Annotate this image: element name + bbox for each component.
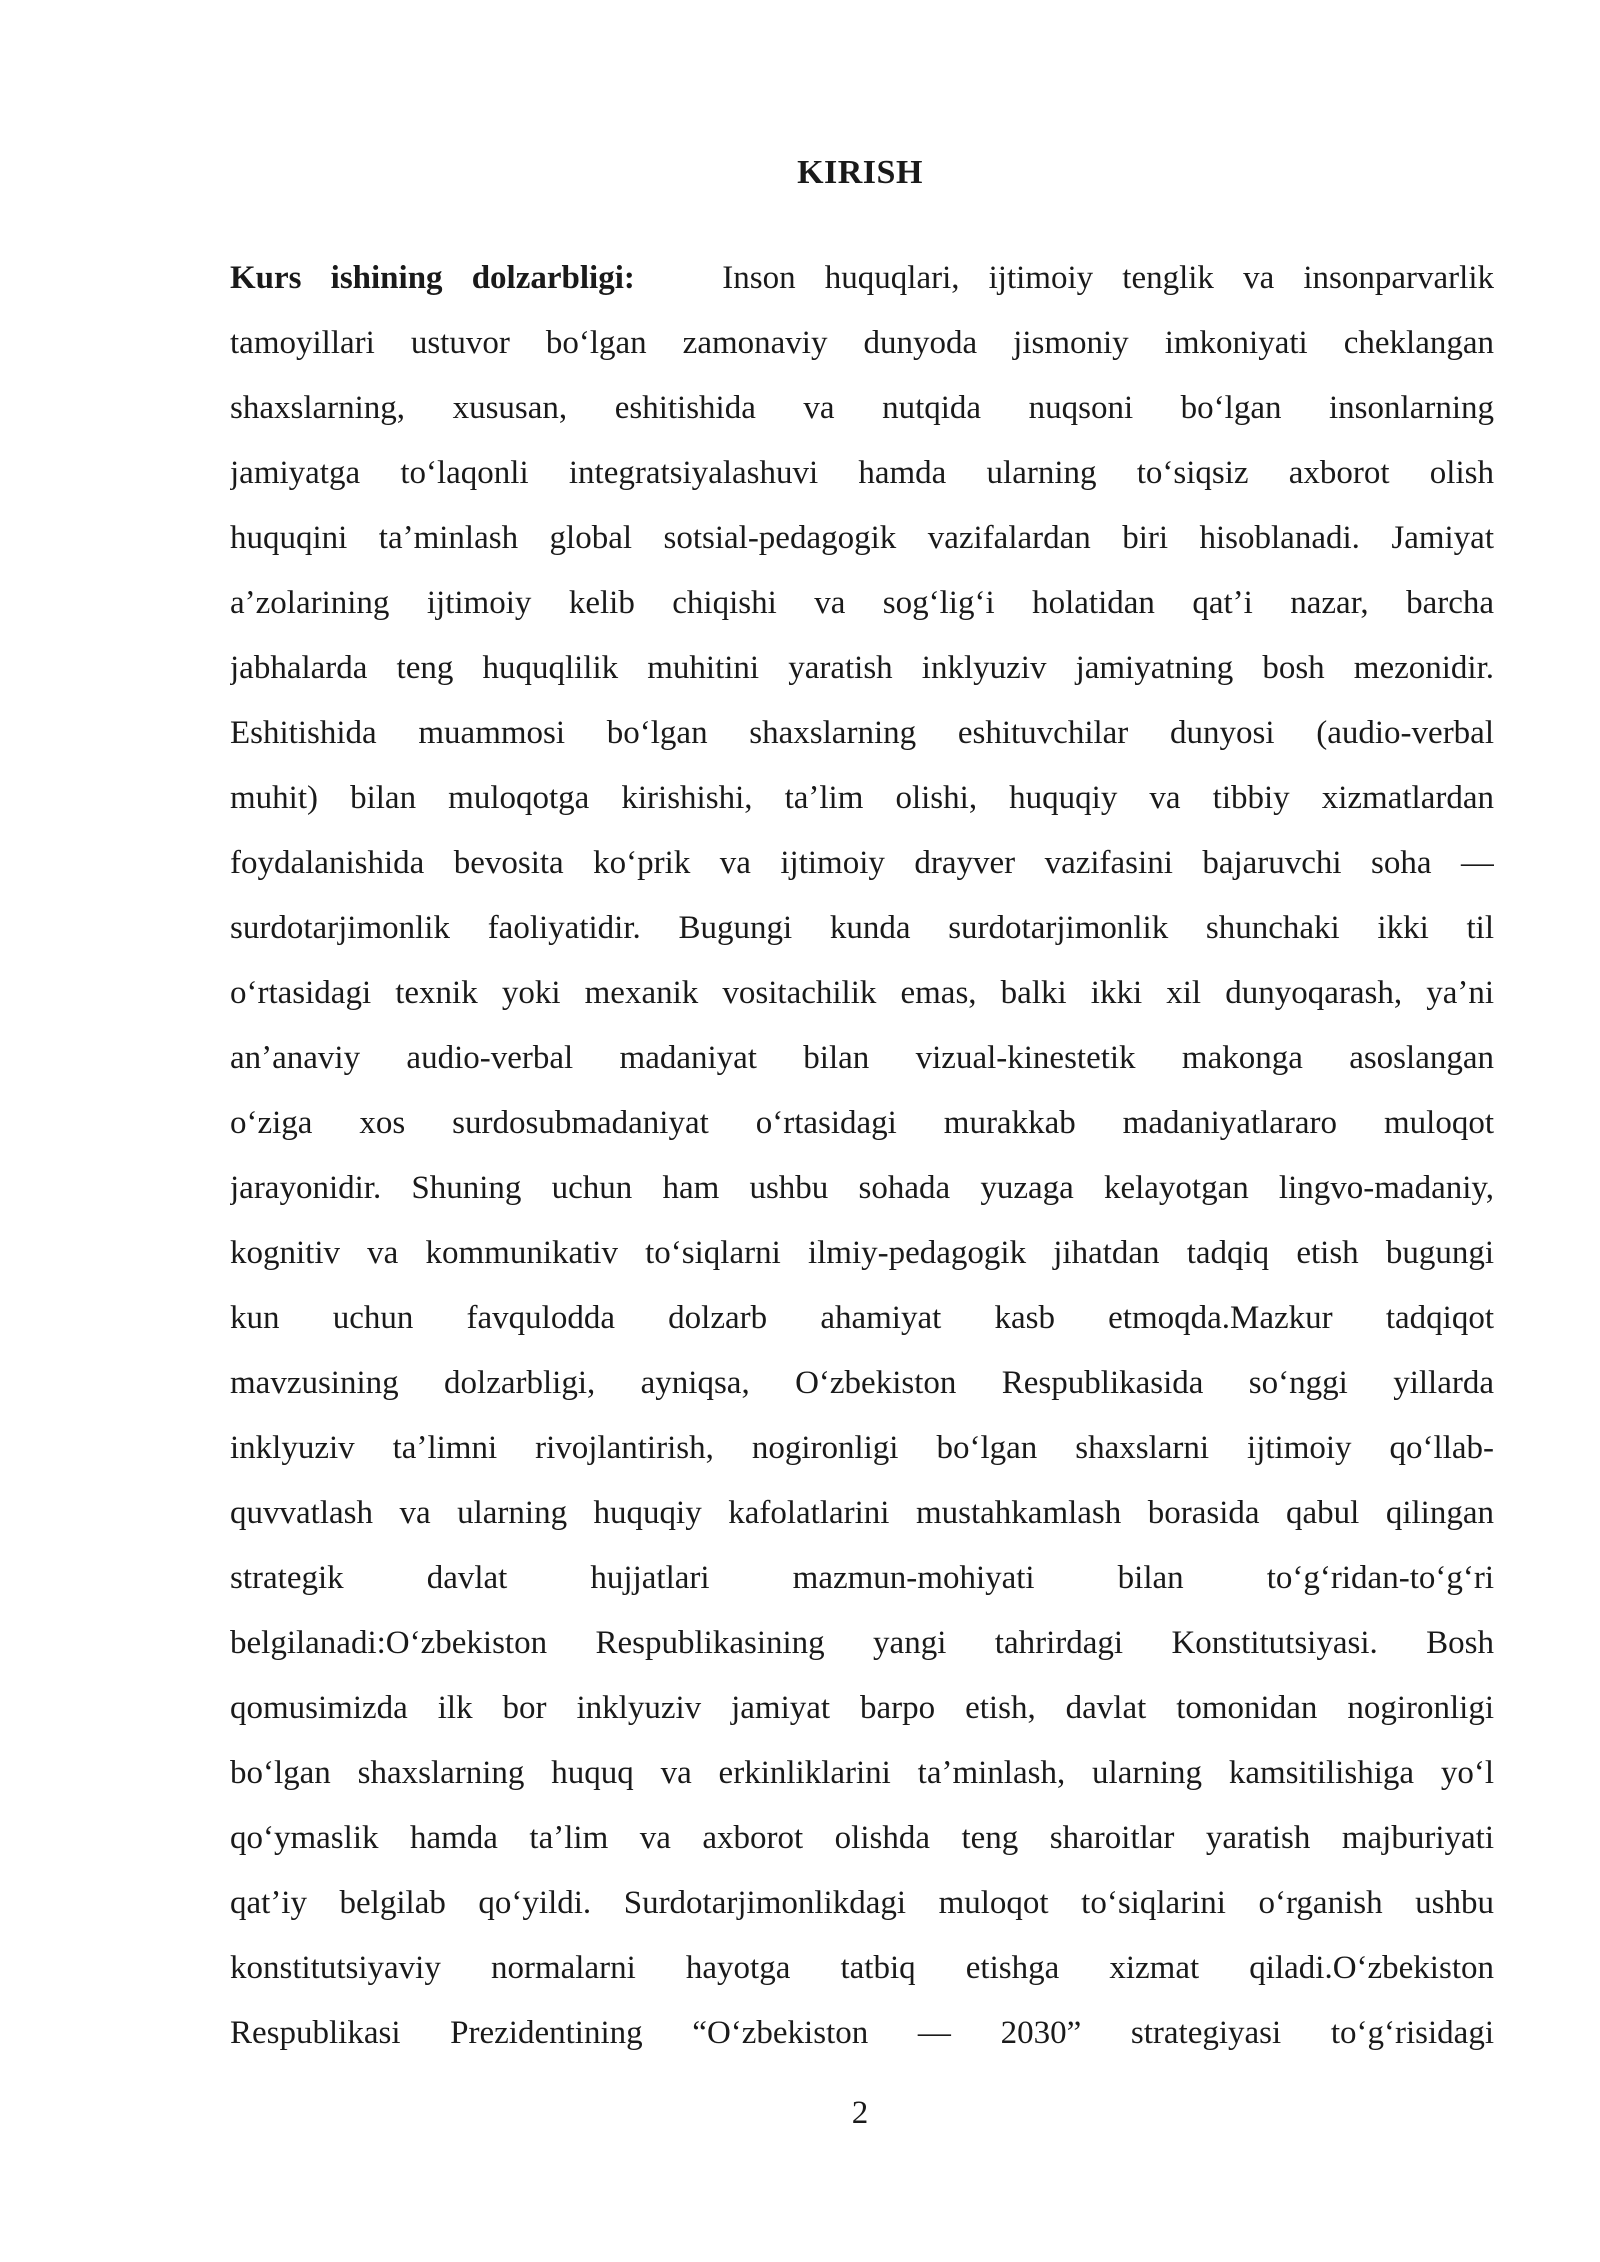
paragraph-line: quvvatlash va ularning huquqiy kafolatlarini mustahkamlash borasida qabul qilingan <box>230 1495 1494 1531</box>
paragraph-line: mavzusining dolzarbligi, ayniqsa, Oʻzbekiston Respublikasida soʻnggi yillarda <box>230 1365 1494 1401</box>
paragraph-line: qatʼiy belgilab qoʻyildi. Surdotarjimonlikdagi muloqot toʻsiqlarini oʻrganish ushbu <box>230 1885 1494 1921</box>
paragraph-line: jarayonidir. Shuning uchun ham ushbu sohada yuzaga kelayotgan lingvo-madaniy, <box>230 1170 1494 1206</box>
paragraph-line: oʻrtasidagi texnik yoki mexanik vositachilik emas, balki ikki xil dunyoqarash, yaʼni <box>230 975 1494 1011</box>
paragraph-line: inklyuziv taʼlimni rivojlantirish, nogironligi boʻlgan shaxslarni ijtimoiy qoʻllab- <box>230 1430 1494 1466</box>
paragraph-line: shaxslarning, xususan, eshitishida va nutqida nuqsoni boʻlgan insonlarning <box>230 390 1494 426</box>
section-title: KIRISH <box>797 154 923 191</box>
paragraph-line: huquqini taʼminlash global sotsial-pedagogik vazifalardan biri hisoblanadi. Jamiyat <box>230 520 1494 556</box>
paragraph-line: belgilanadi:Oʻzbekiston Respublikasining yangi tahrirdagi Konstitutsiyasi. Bosh <box>230 1625 1494 1661</box>
paragraph-line <box>230 255 1494 320</box>
paragraph-line: kognitiv va kommunikativ toʻsiqlarni ilmiy-pedagogik jihatdan tadqiq etish bugungi <box>230 1235 1494 1271</box>
paragraph-line: qoʻymaslik hamda taʼlim va axborot olishda teng sharoitlar yaratish majburiyati <box>230 1820 1494 1856</box>
paragraph-line: aʼzolarining ijtimoiy kelib chiqishi va sogʻligʻi holatidan qatʼi nazar, barcha <box>230 585 1494 621</box>
paragraph-line: muhit) bilan muloqotga kirishishi, taʼlim olishi, huquqiy va tibbiy xizmatlardan <box>230 780 1494 816</box>
paragraph-line: Respublikasi Prezidentining “Oʻzbekiston — 2030” strategiyasi toʻgʻrisidagi <box>230 2015 1494 2051</box>
paragraph-line: kun uchun favqulodda dolzarb ahamiyat kasb etmoqda.Mazkur tadqiqot <box>230 1300 1494 1336</box>
paragraph-line: tamoyillari ustuvor boʻlgan zamonaviy dunyoda jismoniy imkoniyati cheklangan <box>230 325 1494 361</box>
lead-label: Kurs ishining dolzarbligi: <box>230 260 635 296</box>
paragraph-line-text: Inson huquqlari, ijtimoiy tenglik va insonparvarlik <box>722 260 1494 296</box>
paragraph-line: qomusimizda ilk bor inklyuziv jamiyat barpo etish, davlat tomonidan nogironligi <box>230 1690 1494 1726</box>
page-number: 2 <box>851 2095 869 2131</box>
paragraph-line: konstitutsiyaviy normalarni hayotga tatbiq etishga xizmat qiladi.Oʻzbekiston <box>230 1950 1494 1986</box>
paragraph-line: boʻlgan shaxslarning huquq va erkinliklarini taʼminlash, ularning kamsitilishiga yoʻl <box>230 1755 1494 1791</box>
paragraph-line: strategik davlat hujjatlari mazmun-mohiyati bilan toʻgʻridan-toʻgʻri <box>230 1560 1494 1596</box>
paragraph-line: surdotarjimonlik faoliyatidir. Bugungi kunda surdotarjimonlik shunchaki ikki til <box>230 910 1494 946</box>
paragraph-line: jabhalarda teng huquqlilik muhitini yaratish inklyuziv jamiyatning bosh mezonidir. <box>230 650 1494 686</box>
body-text <box>230 255 1494 2075</box>
paragraph-line: oʻziga xos surdosubmadaniyat oʻrtasidagi murakkab madaniyatlararo muloqot <box>230 1105 1494 1141</box>
paragraph-line: Eshitishida muammosi boʻlgan shaxslarning eshituvchilar dunyosi (audio-verbal <box>230 715 1494 751</box>
title-container <box>0 150 1600 196</box>
paragraph-line: jamiyatga toʻlaqonli integratsiyalashuvi hamda ularning toʻsiqsiz axborot olish <box>230 455 1494 491</box>
paragraph-line: anʼanaviy audio-verbal madaniyat bilan vizual-kinestetik makonga asoslangan <box>230 1040 1494 1076</box>
paragraph-line: foydalanishida bevosita koʻprik va ijtimoiy drayver vazifasini bajaruvchi soha — <box>230 845 1494 881</box>
